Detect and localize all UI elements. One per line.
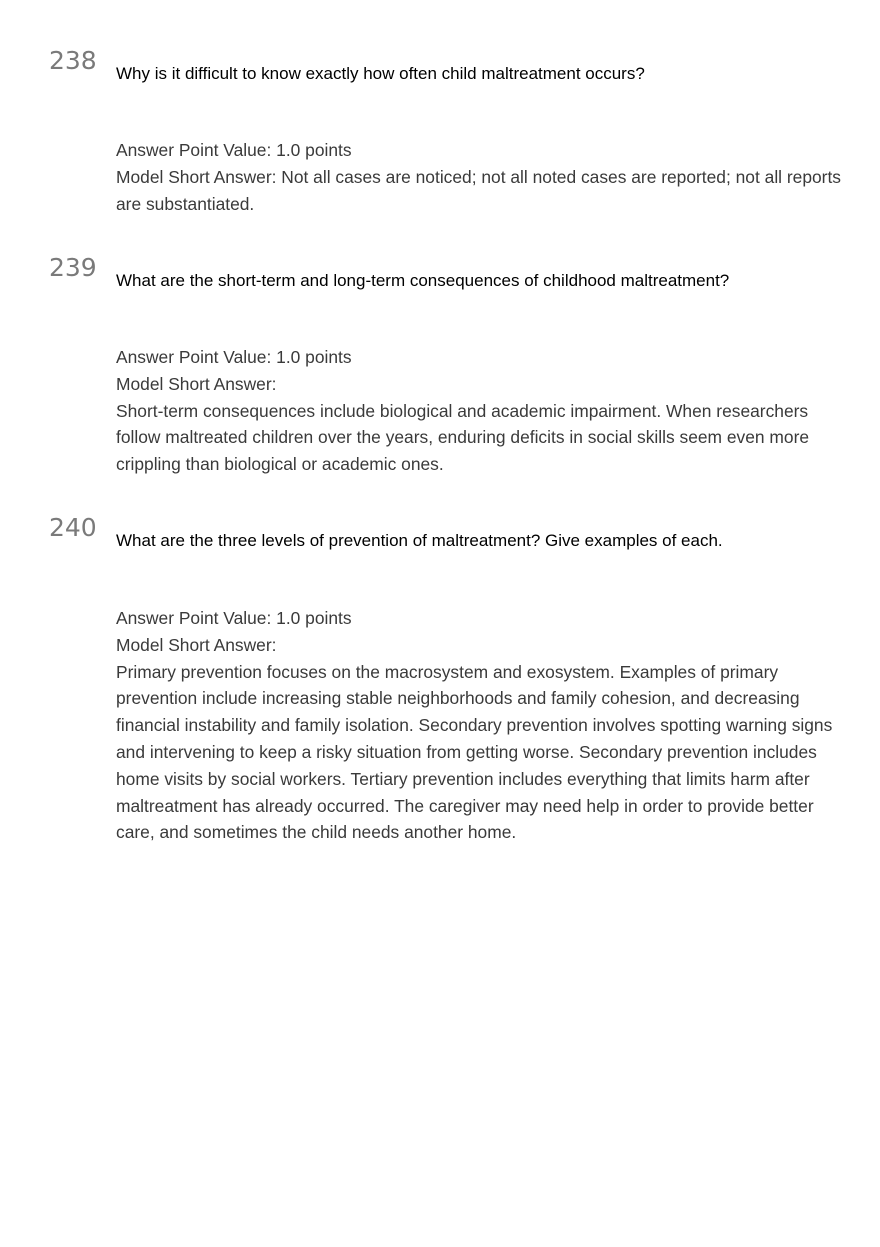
model-short-answer-label: Model Short Answer: xyxy=(116,373,277,394)
model-short-answer-text: Primary prevention focuses on the macrosystem and exosystem. Examples of primary prevention include increasing stable neighborhoods and family cohesion, and decreasing financial instability and family isolation. Secondary prevention involves spotting warning signs and intervening to keep a risky situation from getting worse. Secondary prevention includes home visits by social workers. Tertiary prevention includes everything that limits harm after maltreatment has already occurred. The caregiver may need help in order to provide better care, and sometimes the child needs another home. xyxy=(116,661,833,843)
question-text: Why is it difficult to know exactly how often child maltreatment occurs? xyxy=(116,64,645,83)
question-number: 238 xyxy=(49,46,97,75)
model-short-answer-text: Short-term consequences include biological and academic impairment. When researchers follow maltreated children over the years, enduring deficits in social skills seem even more crippling than biological or academic ones. xyxy=(116,400,810,475)
answer-point-value: Answer Point Value: 1.0 points xyxy=(116,140,352,160)
model-short-answer-label: Model Short Answer: xyxy=(116,634,277,655)
answer-section xyxy=(116,344,856,478)
answer-point-value: Answer Point Value: 1.0 points xyxy=(116,347,352,367)
model-short-answer: Model Short Answer: Not all cases are noticed; not all noted cases are reported; not all reports are substantiated. xyxy=(116,166,841,214)
question-text: What are the short-term and long-term consequences of childhood maltreatment? xyxy=(116,271,730,290)
question-text: What are the three levels of prevention of maltreatment? Give examples of each. xyxy=(116,531,723,550)
answer-section xyxy=(116,137,856,217)
question-number: 240 xyxy=(49,513,97,542)
answer-point-value: Answer Point Value: 1.0 points xyxy=(116,608,352,628)
question-number: 239 xyxy=(49,253,97,282)
answer-section xyxy=(116,605,856,846)
